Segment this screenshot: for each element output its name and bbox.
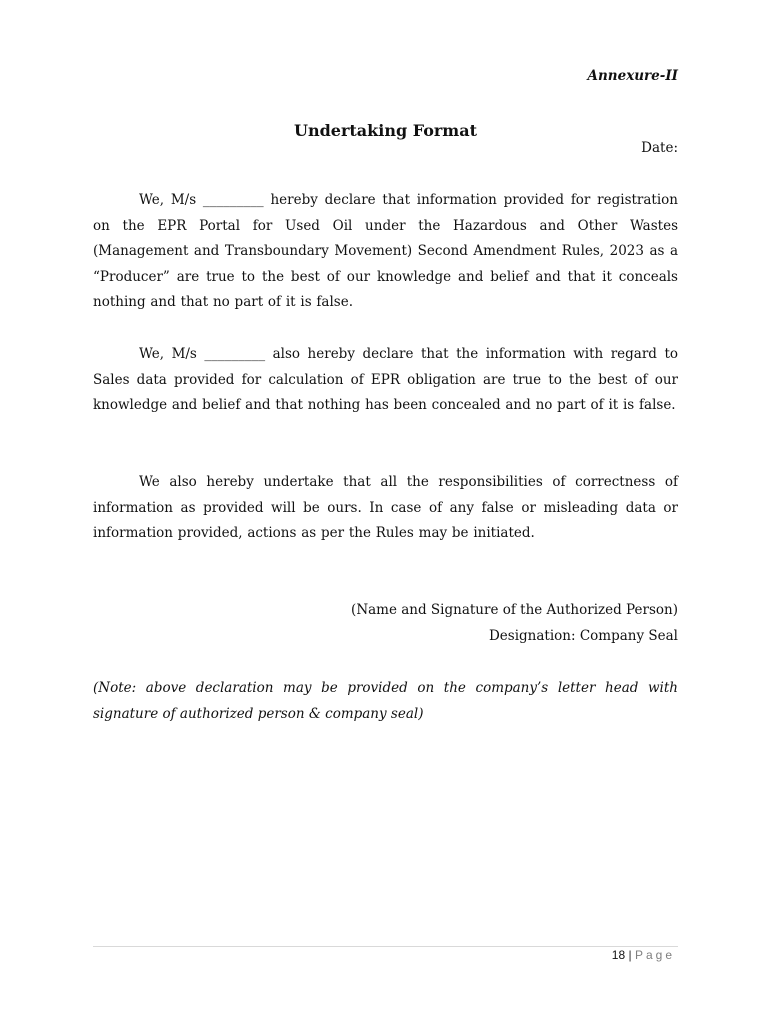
footer-separator: | [628, 948, 632, 962]
page-footer [612, 948, 675, 962]
declaration-paragraph-1: We, M/s _________ hereby declare that information provided for registration on the EPR Portal for Used Oil under the Hazardous and Other Wastes (Management and Transboundary Movement) Second Amendment Rules, 2023 as a “Producer” are true to the best of our knowledge and belief and that it conceals nothing and that no part of it is false. [93, 192, 678, 311]
page-label: Page [634, 948, 675, 962]
undertaking-paragraph: We also hereby undertake that all the responsibilities of correctness of information as provided will be ours. In case of any false or misleading data or information provided, actions as per the Rules may be initiated. [93, 474, 678, 542]
document-title: Undertaking Format [294, 121, 477, 140]
page-number: 18 [611, 948, 626, 962]
annexure-label: Annexure-II [587, 68, 678, 84]
note-text: (Note: above declaration may be provided on the company’s letter head with signature of authorized person & company seal) [93, 680, 678, 722]
signature-line: (Name and Signature of the Authorized Person) [351, 602, 678, 618]
date-label: Date: [641, 140, 678, 156]
footer-divider [93, 946, 678, 947]
designation-line: Designation: Company Seal [488, 628, 678, 644]
document-page [93, 0, 678, 1024]
declaration-paragraph-2: We, M/s _________ also hereby declare that the information with regard to Sales data provided for calculation of EPR obligation are true to the best of our knowledge and belief and that nothing has been concealed and no part of it is false. [93, 346, 678, 414]
